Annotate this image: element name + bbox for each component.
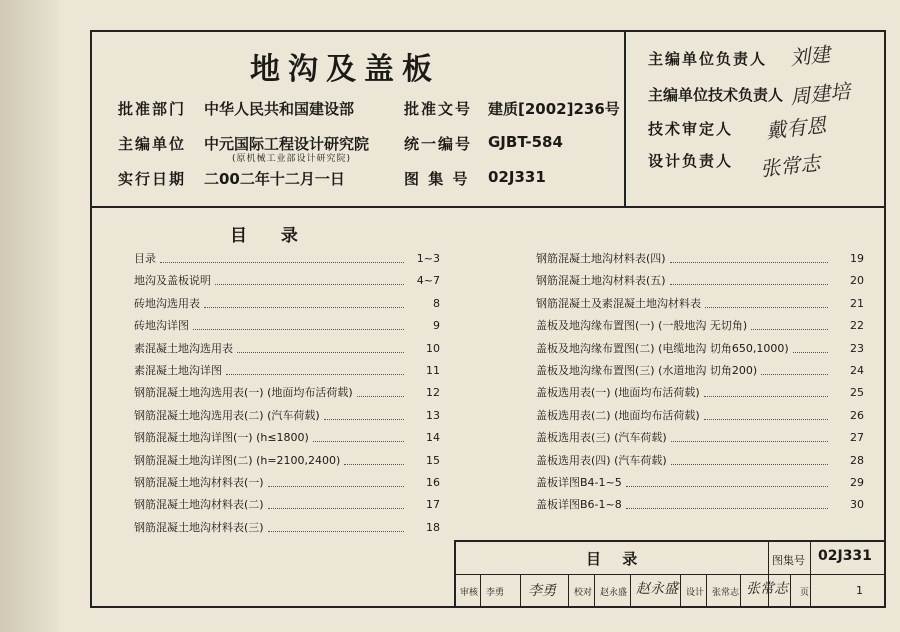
tb-sep-1: [480, 575, 481, 608]
unified-no-value: GJBT-584: [488, 133, 563, 151]
toc-leader-dots: [670, 247, 828, 263]
toc-item-title: 盖板详图B6-1~8: [536, 498, 622, 512]
approval-doc-label: 批准文号: [404, 100, 473, 118]
header-divider: [90, 206, 626, 208]
toc-item-page: 12: [426, 386, 440, 400]
approval-doc-value: 建质[2002]236号: [488, 100, 620, 118]
toc-leader-dots: [324, 404, 404, 420]
toc-item-page: 24: [850, 364, 864, 377]
titleblock-design-name: 张常志: [712, 588, 740, 598]
approval-dept-value: 中华人民共和国建设部: [204, 100, 355, 118]
signature-bottom-line: [624, 206, 886, 208]
signature-divider: [624, 30, 626, 208]
toc-leader-dots: [626, 471, 828, 487]
toc-item-page: 22: [850, 319, 864, 333]
toc-leader-dots: [226, 359, 404, 375]
toc-item-title: 砖地沟详图: [134, 319, 189, 333]
toc-item-title: 盖板及地沟缘布置图(二) (电缆地沟 切角650,1000): [536, 341, 789, 355]
chief-unit-signature: 刘建: [789, 41, 832, 71]
toc-item: [536, 475, 864, 491]
toc-item-page: 27: [850, 431, 864, 445]
toc-item-title: 砖地沟选用表: [134, 296, 200, 310]
toc-item: [134, 385, 440, 401]
tech-lead-label: 主编单位技术负责人: [648, 86, 784, 104]
toc-item: [536, 251, 864, 267]
toc-leader-dots: [671, 426, 828, 442]
tb-sep-9: [790, 575, 791, 608]
toc-leader-dots: [671, 449, 828, 465]
toc-leader-dots: [204, 292, 404, 308]
toc-item: [134, 341, 440, 357]
toc-item-title: 钢筋混凝土地沟选用表(一) (地面均布活荷载): [134, 386, 353, 400]
toc-item-title: 钢筋混凝土地沟详图(一) (h≤1800): [134, 431, 309, 445]
toc-item-title: 素混凝土地沟详图: [134, 364, 222, 377]
toc-item: [536, 408, 864, 424]
tb-sep-4: [594, 575, 595, 608]
toc-item-page: 30: [850, 498, 864, 512]
tb-sep-2: [520, 575, 521, 608]
toc-item-page: 19: [850, 252, 864, 265]
toc-item-title: 盖板选用表(二) (地面均布活荷载): [536, 408, 700, 422]
toc-item: [134, 453, 440, 469]
tb-sep-6: [680, 575, 681, 608]
toc-item-page: 10: [426, 341, 440, 355]
atlas-no-label: 图 集 号: [404, 170, 470, 188]
titleblock-review-label: 审核: [460, 588, 479, 598]
toc-item-title: 盖板详图B4-1~5: [536, 476, 622, 489]
toc-item-title: 钢筋混凝土地沟材料表(一): [134, 476, 264, 489]
toc-item: [134, 497, 440, 513]
toc-item-page: 17: [426, 498, 440, 512]
toc-item-page: 18: [426, 520, 440, 534]
toc-item-title: 盖板选用表(一) (地面均布活荷载): [536, 386, 700, 400]
toc-item-page: 15: [426, 453, 440, 467]
toc-leader-dots: [751, 314, 828, 330]
toc-leader-dots: [160, 247, 404, 263]
toc-item-page: 11: [426, 364, 440, 377]
toc-leader-dots: [268, 516, 404, 532]
chief-unit-label: 主编单位负责人: [648, 50, 768, 68]
toc-item: [134, 273, 440, 289]
toc-item-page: 29: [850, 476, 864, 489]
tech-review-signature: 戴有恩: [765, 112, 828, 144]
toc-item-page: 8: [433, 296, 440, 310]
tb-sep-5: [630, 575, 631, 608]
toc-item-title: 盖板及地沟缘布置图(一) (一般地沟 无切角): [536, 319, 748, 333]
toc-leader-dots: [761, 359, 828, 375]
titleblock-design-label: 设计: [686, 588, 705, 598]
atlas-title: 地沟及盖板: [250, 52, 440, 87]
tb-sep-7: [706, 575, 707, 608]
toc-leader-dots: [626, 493, 828, 509]
toc-item: [134, 251, 440, 267]
toc-item-page: 16: [426, 476, 440, 489]
toc-item-page: 20: [850, 274, 864, 288]
toc-item-title: 钢筋混凝土地沟详图(二) (h=2100,2400): [134, 453, 341, 467]
toc-item-title: 钢筋混凝土地沟材料表(二): [134, 498, 264, 512]
tech-review-label: 技术审定人: [648, 120, 734, 138]
toc-leader-dots: [237, 337, 404, 353]
toc-leader-dots: [670, 269, 828, 285]
toc-leader-dots: [268, 471, 404, 487]
toc-item: [536, 273, 864, 289]
editor-unit-note: (原机械工业部设计研究院): [232, 154, 352, 164]
toc-item-page: 25: [850, 386, 864, 400]
toc-item: [536, 363, 864, 379]
toc-item-page: 14: [426, 431, 440, 445]
titleblock-check-signature: 赵永盛: [636, 581, 678, 597]
toc-item: [536, 318, 864, 334]
toc-item: [536, 430, 864, 446]
toc-leader-dots: [793, 337, 828, 353]
toc-item-page: 9: [433, 319, 440, 333]
toc-item-title: 钢筋混凝土地沟选用表(二) (汽车荷载): [134, 408, 320, 422]
editor-unit-value: 中元国际工程设计研究院: [204, 135, 370, 153]
titleblock-atlas-label: 图集号: [772, 554, 805, 567]
toc-item-title: 目录: [134, 252, 156, 265]
atlas-no-value: 02J331: [488, 168, 546, 186]
toc-item-page: 21: [850, 296, 864, 310]
toc-item-page: 1~3: [416, 252, 440, 265]
toc-item-title: 钢筋混凝土地沟材料表(三): [134, 520, 264, 534]
titleblock-top-line: [454, 540, 886, 542]
titleblock-atlas-value: 02J331: [818, 548, 872, 564]
toc-item-page: 23: [850, 341, 864, 355]
titleblock-review-name: 李勇: [486, 588, 505, 598]
toc-item: [134, 475, 440, 491]
effective-date-value: 二00二年十二月一日: [204, 170, 345, 188]
toc-item: [536, 453, 864, 469]
toc-item-title: 钢筋混凝土及素混凝土地沟材料表: [536, 296, 701, 310]
toc-leader-dots: [268, 493, 404, 509]
toc-item-title: 钢筋混凝土地沟材料表(五): [536, 274, 666, 288]
titleblock-design-signature: 张常志: [746, 581, 788, 597]
toc-item: [536, 296, 864, 312]
toc-item: [536, 497, 864, 513]
titleblock-review-signature: 李勇: [528, 583, 556, 599]
titleblock-page-value: 1: [856, 584, 863, 597]
titleblock-name: 目 录: [586, 550, 646, 568]
toc-item: [134, 296, 440, 312]
toc-item: [134, 520, 440, 536]
toc-leader-dots: [344, 449, 404, 465]
design-lead-signature: 张常志: [759, 150, 822, 182]
tb-sep-3: [568, 575, 569, 608]
toc-item-title: 素混凝土地沟选用表: [134, 341, 233, 355]
toc-heading: 目 录: [230, 226, 312, 246]
toc-leader-dots: [193, 314, 404, 330]
effective-date-label: 实行日期: [118, 170, 187, 188]
tech-lead-signature: 周建培: [789, 78, 852, 110]
toc-item: [134, 363, 440, 379]
toc-item-title: 盖板选用表(四) (汽车荷载): [536, 453, 667, 467]
toc-leader-dots: [313, 426, 404, 442]
toc-item: [536, 385, 864, 401]
unified-no-label: 统一编号: [404, 135, 473, 153]
toc-leader-dots: [215, 269, 404, 285]
titleblock-mid-line: [454, 574, 886, 575]
toc-item: [134, 318, 440, 334]
tb-sep-8: [740, 575, 741, 608]
toc-leader-dots: [705, 292, 828, 308]
toc-item-page: 4~7: [416, 274, 440, 288]
editor-unit-label: 主编单位: [118, 135, 187, 153]
toc-leader-dots: [704, 381, 828, 397]
toc-item-title: 盖板选用表(三) (汽车荷载): [536, 431, 667, 445]
toc-item-title: 钢筋混凝土地沟材料表(四): [536, 252, 666, 265]
toc-item-title: 盖板及地沟缘布置图(三) (水道地沟 切角200): [536, 364, 758, 377]
toc-leader-dots: [704, 404, 828, 420]
toc-item: [134, 408, 440, 424]
toc-item: [536, 341, 864, 357]
titleblock-check-name: 赵永盛: [600, 588, 628, 598]
toc-item-page: 26: [850, 408, 864, 422]
design-lead-label: 设计负责人: [648, 152, 734, 170]
toc-item-page: 28: [850, 453, 864, 467]
approval-dept-label: 批准部门: [118, 100, 187, 118]
titleblock-atlas-sep2: [810, 540, 811, 608]
toc-item-title: 地沟及盖板说明: [134, 274, 211, 288]
toc-leader-dots: [357, 381, 404, 397]
toc-item: [134, 430, 440, 446]
titleblock-check-label: 校对: [574, 588, 593, 598]
binding-shadow: [0, 0, 60, 632]
titleblock-page-label: 页: [800, 588, 810, 598]
toc-item-page: 13: [426, 408, 440, 422]
